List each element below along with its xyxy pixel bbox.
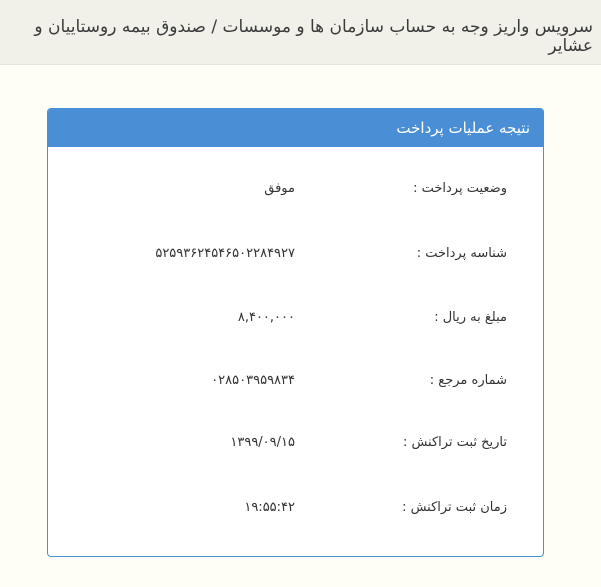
- page-header: [0, 0, 601, 65]
- panel-heading: نتیجه عملیات پرداخت: [48, 109, 543, 147]
- reference-number-label: شماره مرجع :: [429, 373, 507, 388]
- page-title: سرویس واریز وجه به حساب سازمان ها و موسسات / صندوق بیمه روستاییان و عشایر: [34, 17, 593, 56]
- payment-id-row: [48, 242, 543, 266]
- payment-status-row: [48, 177, 543, 201]
- transaction-time-row: [48, 496, 543, 520]
- amount-row: [48, 306, 543, 330]
- transaction-date-value: ۱۳۹۹/۰۹/۱۵: [230, 435, 295, 450]
- transaction-date-label: تاریخ ثبت تراکنش :: [402, 435, 507, 450]
- payment-status-label: وضعیت پرداخت :: [413, 181, 507, 196]
- payment-result-panel: [47, 108, 544, 557]
- payment-status-value: موفق: [264, 181, 295, 196]
- payment-id-value: ۵۲۵۹۳۶۲۴۵۴۶۵۰۲۲۸۴۹۲۷: [155, 246, 295, 261]
- amount-label: مبلغ به ریال :: [434, 310, 507, 325]
- amount-value: ۸,۴۰۰,۰۰۰: [237, 310, 295, 325]
- reference-number-row: [48, 369, 543, 393]
- transaction-time-value: ۱۹:۵۵:۴۲: [244, 500, 295, 515]
- transaction-date-row: [48, 431, 543, 455]
- transaction-time-label: زمان ثبت تراکنش :: [402, 500, 507, 515]
- payment-id-label: شناسه پرداخت :: [416, 246, 507, 261]
- reference-number-value: ۰۲۸۵۰۳۹۵۹۸۳۴: [211, 373, 295, 388]
